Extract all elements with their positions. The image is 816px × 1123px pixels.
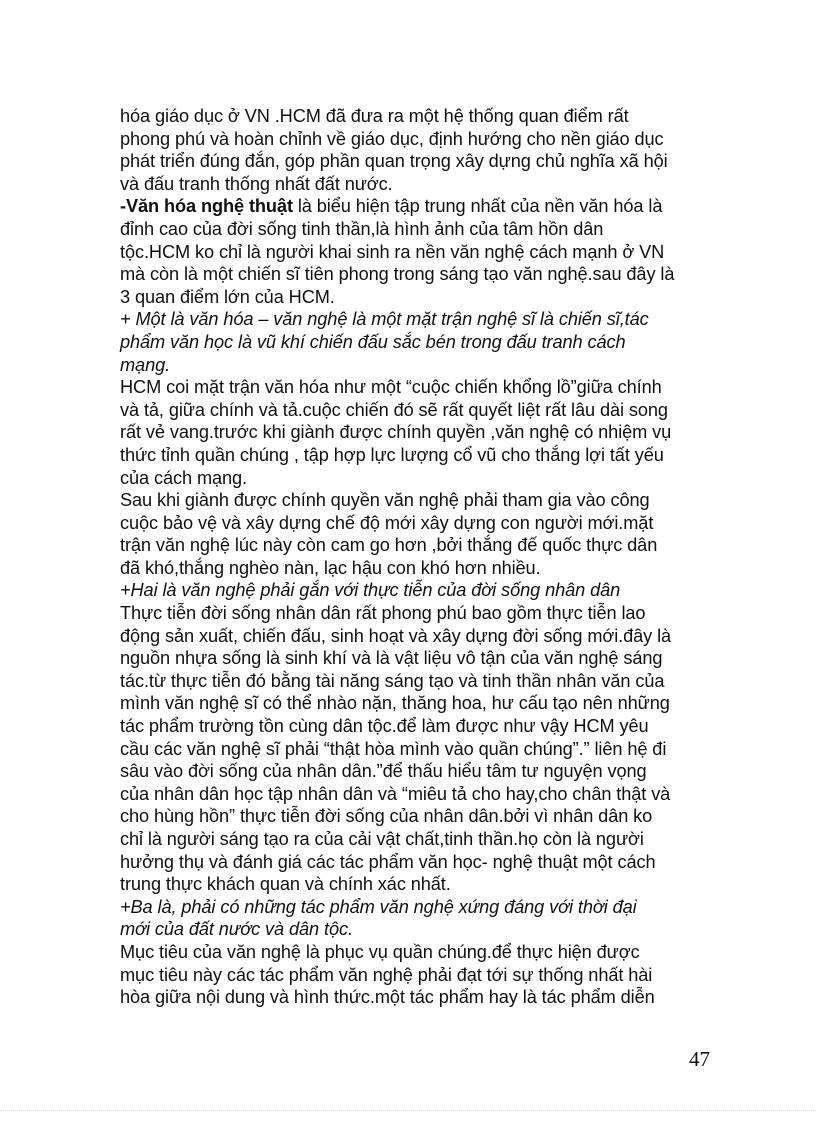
text-line: đỉnh cao của đời sống tinh thần,là hình ảnh của tâm hồn dân	[120, 218, 604, 239]
text-line: HCM coi mặt trận văn hóa như một “cuộc chiến khổng lồ”giữa chính	[120, 377, 662, 398]
text-line: và tả, giữa chính và tả.cuộc chiến đó sẽ rất quyết liệt rất lâu dài song	[120, 399, 668, 420]
text-line: hưởng thụ và đánh giá các tác phẩm văn học- nghệ thuật một cách	[120, 851, 656, 872]
text-line: tác.từ thực tiễn đó bằng tài năng sáng tạo và tinh thần nhân văn của	[120, 670, 665, 691]
page-bottom-divider	[0, 1110, 816, 1111]
text-line: phẩm văn học là vũ khí chiến đấu sắc bén trong đấu tranh cách	[120, 331, 626, 352]
text-line: phong phú và hoàn chỉnh về giáo dục, định hướng cho nền giáo dục	[120, 128, 664, 149]
text-line: +Hai là văn nghệ phải gắn với thực tiễn của đời sống nhân dân	[120, 580, 621, 601]
text-line	[120, 195, 710, 218]
text-line: mục tiêu này các tác phẩm văn nghệ phải đạt tới sự thống nhất hài	[120, 964, 653, 985]
text-line: Mục tiêu của văn nghệ là phục vụ quần chúng.để thực hiện được	[120, 941, 640, 962]
text-line: chỉ là người sáng tạo ra của cải vật chất,tinh thần.họ còn là người	[120, 829, 644, 849]
text-line: mình văn nghệ sĩ có thể nhào nặn, thăng hoa, hư cấu tạo nên những	[120, 693, 670, 714]
text-line: thức tỉnh quần chúng , tập hợp lực lượng cổ vũ cho thắng lợi tất yếu	[120, 444, 664, 465]
text-line: Thực tiễn đời sống nhân dân rất phong phú bao gồm thực tiễn lao	[120, 603, 646, 624]
document-body	[120, 105, 710, 1009]
text-line: động sản xuất, chiến đấu, sinh hoạt và xây dựng đời sống mới.đây là	[120, 625, 672, 646]
bold-heading: -Văn hóa nghệ thuật	[120, 196, 293, 217]
text-line: phát triển đúng đắn, góp phần quan trọng xây dựng chủ nghĩa xã hội	[120, 151, 668, 172]
text-line: hòa giữa nội dung và hình thức.một tác phẩm hay là tác phẩm diễn	[120, 987, 655, 1008]
text-line: cho hùng hồn” thực tiễn đời sống của nhân dân.bởi vì nhân dân ko	[120, 806, 653, 827]
text-line: cuộc bảo vệ và xây dựng chế độ mới xây dựng con người mới.mặt	[120, 512, 654, 533]
text-line: tộc.HCM ko chỉ là người khai sinh ra nền văn nghệ cách mạnh ở VN	[120, 241, 665, 262]
line-text: là biểu hiện tập trung nhất của nền văn hóa là	[292, 196, 663, 217]
text-line: đã khó,thắng nghèo nàn, lạc hậu con khó hơn nhiều.	[120, 557, 541, 578]
text-line: mà còn là một chiến sĩ tiên phong trong sáng tạo văn nghệ.sau đây là	[120, 264, 675, 285]
text-line: mới của đất nước và dân tộc.	[120, 919, 353, 940]
text-line: rất vẻ vang.trước khi giành được chính quyền ,văn nghệ có nhiệm vụ	[120, 422, 672, 443]
text-line: trung thực khách quan và chính xác nhất.	[120, 874, 451, 895]
text-line: của nhân dân học tập nhân dân và “miêu tả cho hay,cho chân thật và	[120, 783, 671, 804]
text-line: +Ba là, phải có những tác phẩm văn nghệ xứng đáng với thời đại	[120, 896, 637, 917]
text-line: mạng.	[120, 354, 171, 375]
page-number: 47	[689, 1047, 710, 1071]
text-line: trận văn nghệ lúc này còn cam go hơn ,bởi thắng đế quốc thực dân	[120, 535, 658, 556]
text-line: Sau khi giành được chính quyền văn nghệ phải tham gia vào công	[120, 490, 650, 511]
text-line: hóa giáo dục ở VN .HCM đã đưa ra một hệ thống quan điểm rất	[120, 106, 629, 126]
text-line: sâu vào đời sống của nhân dân.”để thấu hiểu tâm tư nguyện vọng	[120, 761, 647, 782]
text-line: 3 quan điểm lớn của HCM.	[120, 286, 335, 307]
text-line: của cách mạng.	[120, 467, 247, 488]
text-line: và đấu tranh thống nhất đất nước.	[120, 173, 393, 194]
text-line: cầu các văn nghệ sĩ phải “thật hòa mình vào quần chúng”.” liên hệ đi	[120, 738, 667, 759]
text-line: tác phẩm trường tồn cùng dân tộc.để làm được như vậy HCM yêu	[120, 716, 649, 737]
text-line: + Một là văn hóa – văn nghệ là một mặt trận nghệ sĩ là chiến sĩ,tác	[120, 309, 649, 330]
text-line: nguồn nhựa sống là sinh khí và là vật liệu vô tận của văn nghệ sáng	[120, 648, 663, 669]
